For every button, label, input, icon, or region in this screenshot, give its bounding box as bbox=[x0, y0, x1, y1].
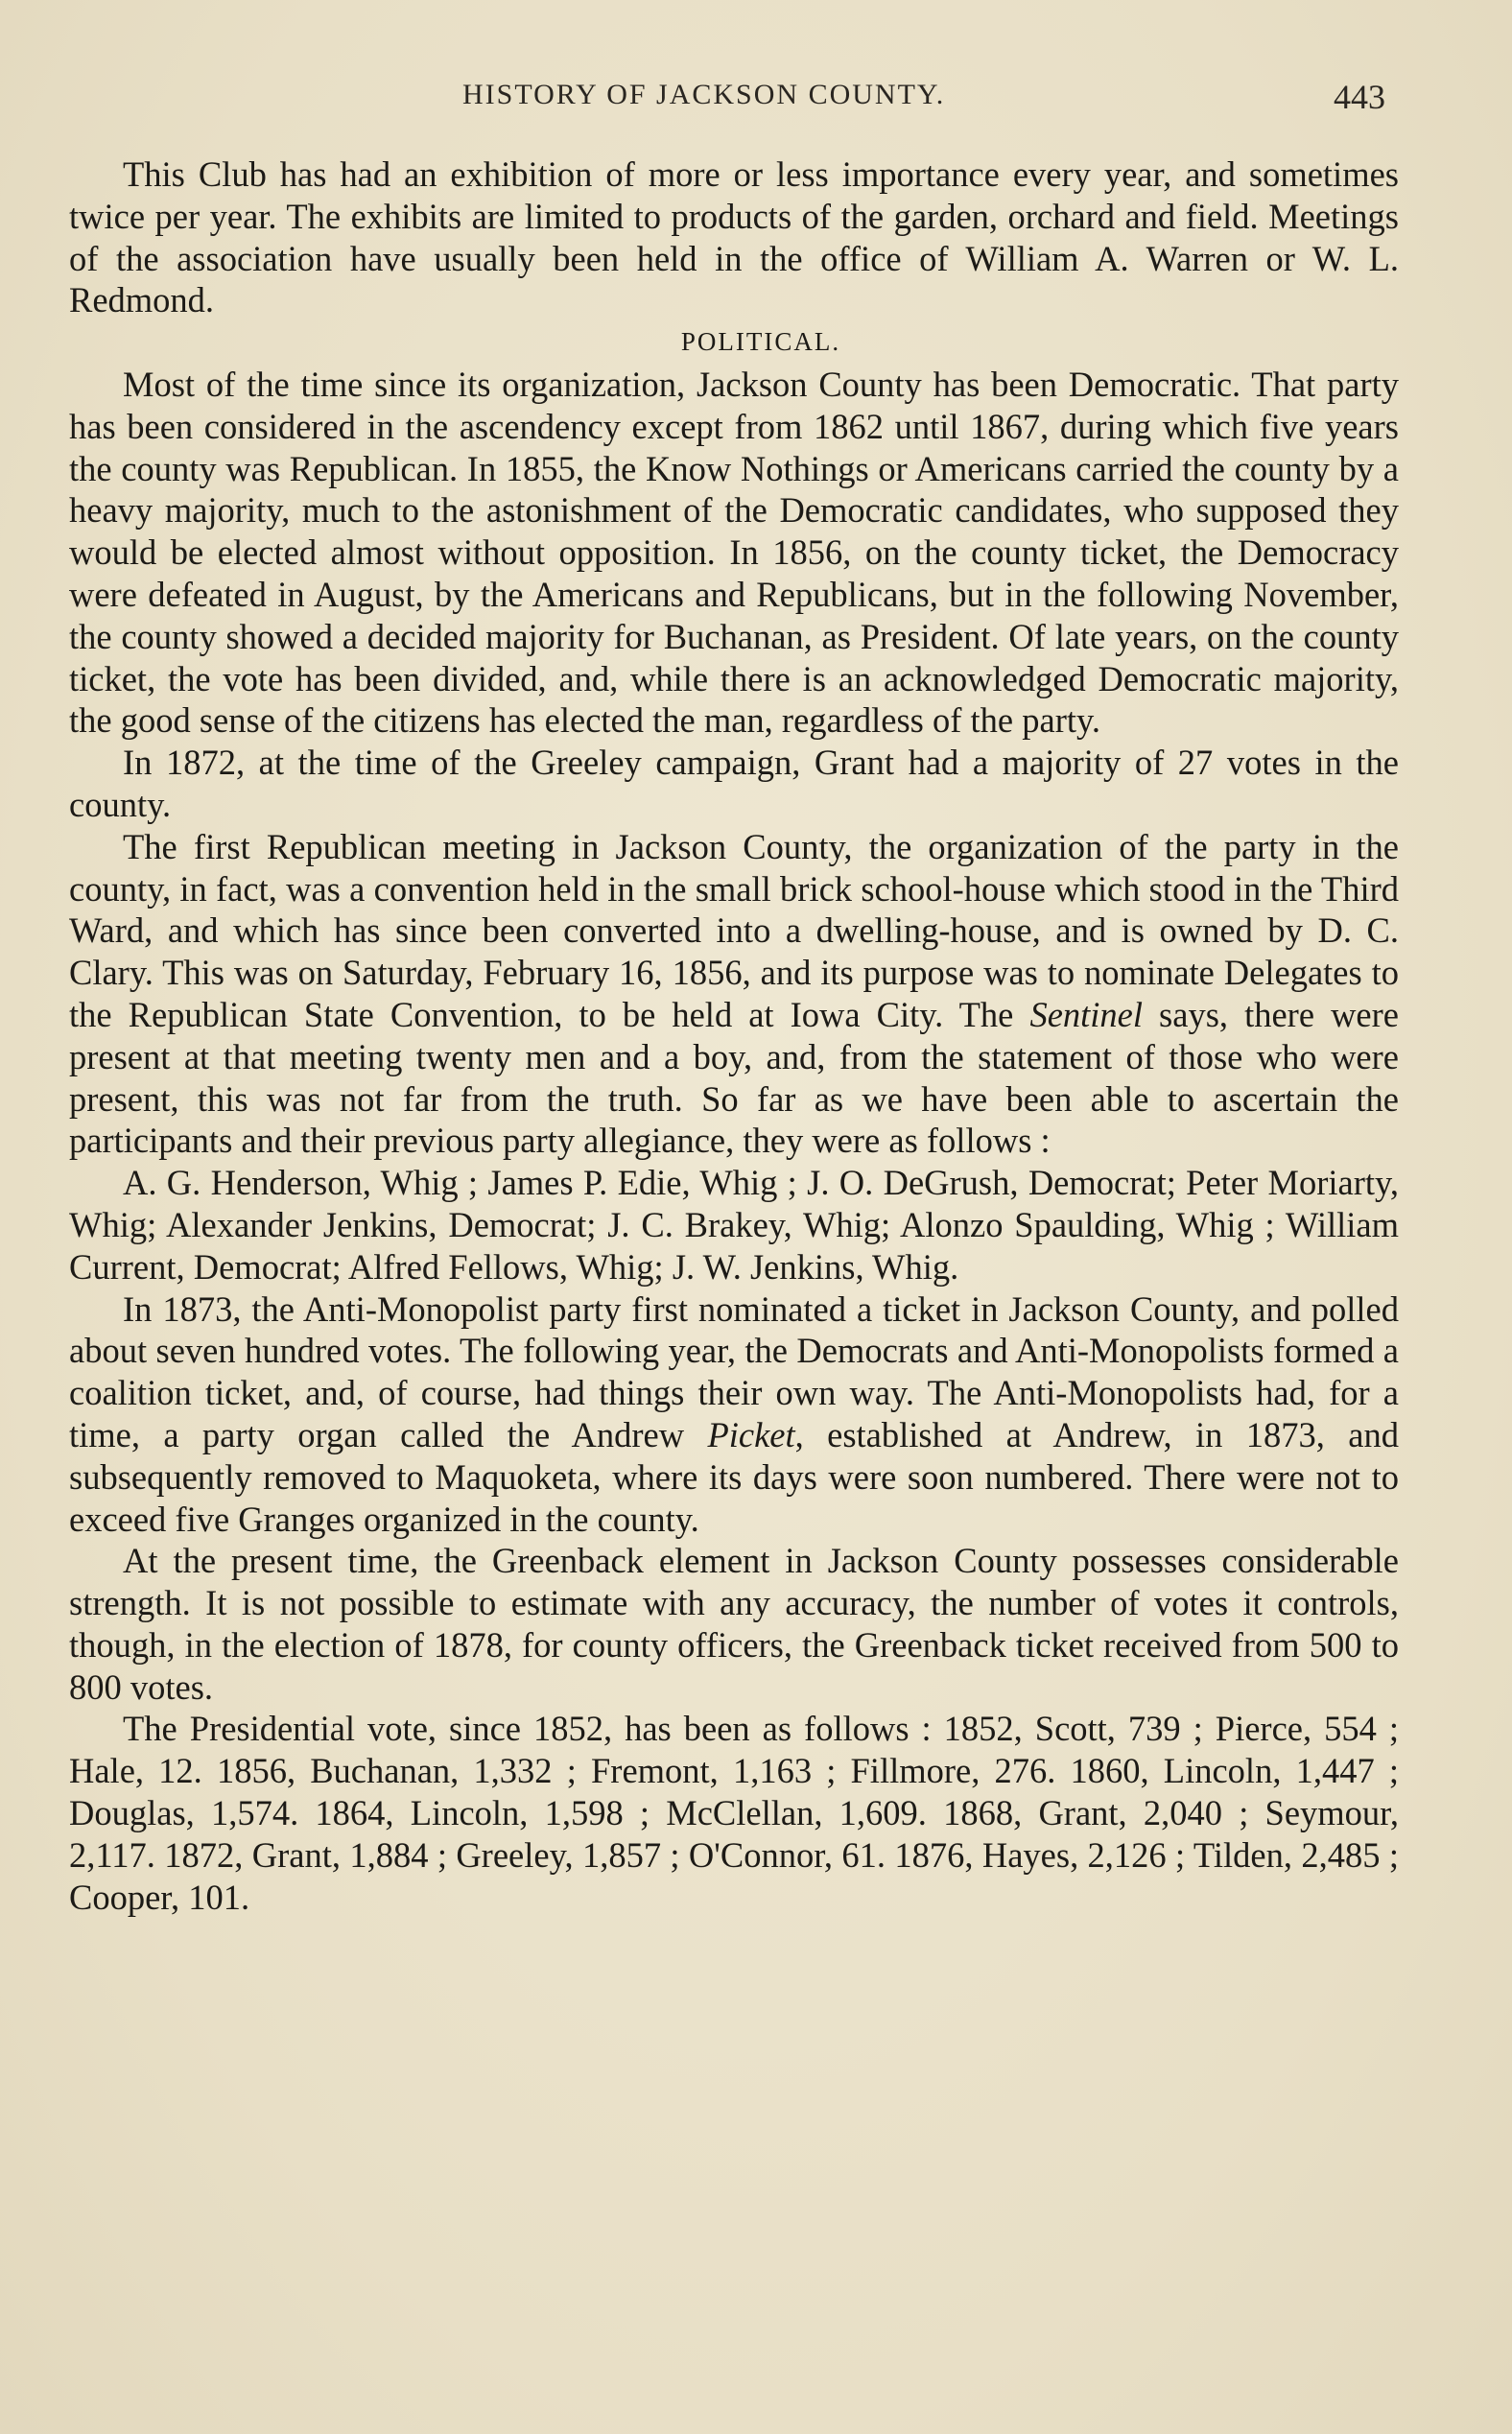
page-number: 443 bbox=[1334, 78, 1385, 116]
text-segment: The first Republican meeting in Jackson County, the organization of the party in the county, in fact, was a convention held in the small brick school-house which stood in the Third Ward, and which has since been converted into a dwelling-house, and is owned by D. C. Clary. This was on Saturday, February 16, 1856, and its purpose was to nominate Delegates to the Republican State Convention, to be held at Iowa City. The bbox=[69, 826, 1399, 1034]
paragraph-greeley-campaign: In 1872, at the time of the Greeley campaign, Grant had a majority of 27 votes in the county. bbox=[69, 743, 1399, 824]
text-segment: , established at Andrew, in 1873, and subsequently removed to Maquoketa, where its days were soon numbered. There were not to exceed five Granges organized in the county. bbox=[69, 1414, 1399, 1539]
paragraph-exhibition-club: This Club has had an exhibition of more or less importance every year, and sometimes twice per year. The exhibits are limited to products of the garden, orchard and field. Meetings of the association have usually been held in the office of William A. Warren or W. L. Redmond. bbox=[69, 154, 1399, 320]
page-body bbox=[69, 154, 1399, 1918]
text-segment: In 1873, the Anti-Monopolist party first nominated a ticket in Jackson County, and polled about seven hundred votes. The following year, the Democrats and Anti-Monopolists formed a coalition ticket, and, of course, had things their own way. The Anti-Monopolists had, for a time, a party organ called the Andrew bbox=[69, 1288, 1399, 1454]
newspaper-title-picket: Picket bbox=[707, 1414, 795, 1454]
paragraph-greenback: At the present time, the Greenback element in Jackson County possesses considerable strength. It is not possible to estimate with any accuracy, the number of votes it controls, though, in the election of 1878, for county officers, the Greenback ticket received from 500 to 800 votes. bbox=[69, 1541, 1399, 1707]
paragraph-participants-list: A. G. Henderson, Whig ; James P. Edie, Whig ; J. O. DeGrush, Democrat; Peter Moriarty, Whig; Alexander Jenkins, Democrat; J. C. Brakey, Whig; Alonzo Spaulding, Whig ; William Current, Democrat; Alfred Fellows, Whig; J. W. Jenkins, Whig. bbox=[69, 1163, 1399, 1287]
newspaper-title-sentinel: Sentinel bbox=[1029, 994, 1144, 1034]
running-title: HISTORY OF JACKSON COUNTY. bbox=[462, 79, 946, 110]
section-heading-political: POLITICAL. bbox=[680, 327, 841, 357]
paragraph-political-history: Most of the time since its organization, Jackson County has been Democratic. That party has been considered in the ascendency except from 1862 until 1867, during which five years the county was Republican. In 1855, the Know Nothings or Americans carried the county by a heavy majority, much to the astonishment of the Democratic candidates, who supposed they would be elected almost without opposition. In 1856, on the county ticket, the Democracy were defeated in August, by the Americans and Republicans, but in the following November, the county showed a decided majority for Buchanan, as President. Of late years, on the county ticket, the vote has been divided, and, while there is an acknowledged Democratic majority, the good sense of the citizens has elected the man, regardless of the party. bbox=[69, 364, 1399, 741]
paragraph-anti-monopolist bbox=[69, 1288, 1399, 1541]
paragraph-presidential-vote: The Presidential vote, since 1852, has been as follows : 1852, Scott, 739 ; Pierce, 554 ; Hale, 12. 1856, Buchanan, 1,332 ; Fremont, 1,163 ; Fillmore, 276. 1860, Lincoln, 1,447 ; Douglas, 1,574. 1864, Lincoln, 1,598 ; McClellan, 1,609. 1868, Grant, 2,040 ; Seymour, 2,117. 1872, Grant, 1,884 ; Greeley, 1,857 ; O'Connor, 61. 1876, Hayes, 2,126 ; Tilden, 2,485 ; Cooper, 101. bbox=[69, 1709, 1399, 1917]
paragraph-first-republican-meeting bbox=[69, 826, 1399, 1162]
text-segment: says, there were present at that meeting twenty men and a boy, and, from the statement of those who were present, this was not far from the truth. So far as we have been able to ascertain the participants and their previous party allegiance, they were as follows : bbox=[69, 994, 1399, 1161]
